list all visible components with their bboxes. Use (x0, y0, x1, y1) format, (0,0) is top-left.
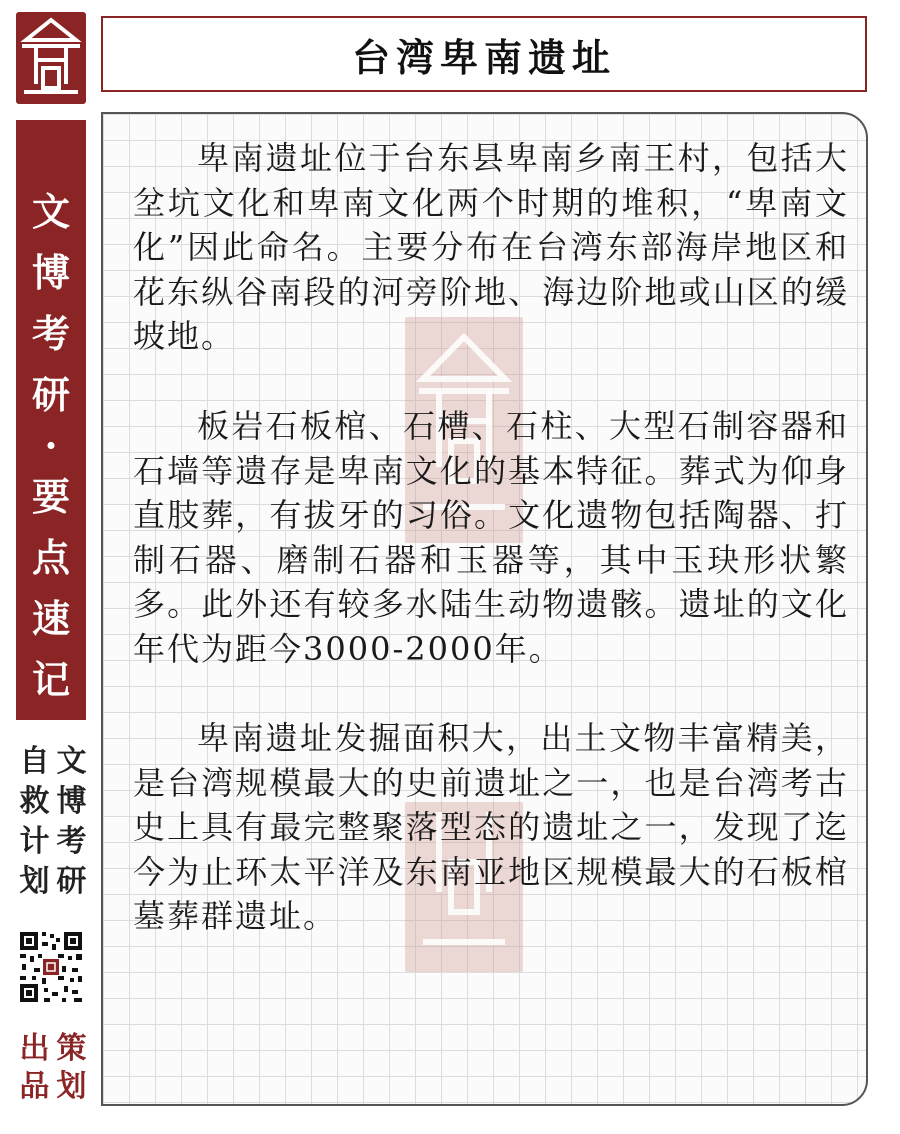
paragraph-1: 卑南遗址位于台东县卑南乡南王村，包括大坌坑文化和卑南文化两个时期的堆积，“卑南文化”因此命名。主要分布在台湾东部海岸地区和花东纵谷南段的河旁阶地、海边阶地或山区的缓坡地。 (133, 139, 849, 355)
producer-label (16, 1030, 90, 1114)
banner-char: 研 (31, 372, 70, 417)
page-title: 台湾卑南遗址 (351, 34, 616, 80)
banner-char: 考 (31, 311, 70, 356)
banner-char: 文 (31, 189, 70, 234)
banner-char: 要 (31, 474, 70, 519)
plan-char: 自 (19, 744, 50, 779)
plan-label-left (16, 742, 53, 902)
plan-char: 划 (19, 864, 50, 899)
banner-char: 记 (31, 657, 70, 702)
logo-seal-icon (16, 12, 86, 104)
plan-char: 考 (56, 824, 87, 859)
producer-label-right (53, 1030, 90, 1106)
producer-char: 品 (19, 1069, 50, 1104)
plan-char: 博 (56, 784, 87, 819)
producer-char: 策 (56, 1031, 87, 1066)
plan-char: 救 (19, 784, 50, 819)
qr-code-icon (18, 930, 84, 1004)
title-box (101, 16, 867, 92)
plan-char: 文 (56, 744, 87, 779)
plan-label-right (53, 742, 90, 902)
producer-char: 出 (19, 1031, 50, 1066)
plan-char: 研 (56, 864, 87, 899)
paragraph-2: 板岩石板棺、石槽、石柱、大型石制容器和石墙等遗存是卑南文化的基本特征。葬式为仰身直肢葬，有拔牙的习俗。文化遗物包括陶器、打制石器、磨制石器和玉器等，其中玉玦形状繁多。此外还有较多水陆生动物遗骸。遗址的文化年代为距今3000-2000年。 (133, 407, 849, 668)
producer-label-left (16, 1030, 53, 1106)
content-panel (101, 112, 868, 1106)
side-banner (16, 120, 86, 720)
plan-label (16, 742, 90, 912)
banner-char: 博 (31, 250, 70, 295)
plan-char: 计 (19, 824, 50, 859)
banner-char: 速 (31, 596, 70, 641)
paragraph-3: 卑南遗址发掘面积大，出土文物丰富精美，是台湾规模最大的史前遗址之一，也是台湾考古史上具有最完整聚落型态的遗址之一，发现了迄今为止环太平洋及东南亚地区规模最大的石板棺墓葬群遗址。 (133, 719, 849, 935)
banner-char: 点 (31, 535, 70, 580)
producer-char: 划 (56, 1069, 87, 1104)
banner-char: · (44, 423, 58, 468)
